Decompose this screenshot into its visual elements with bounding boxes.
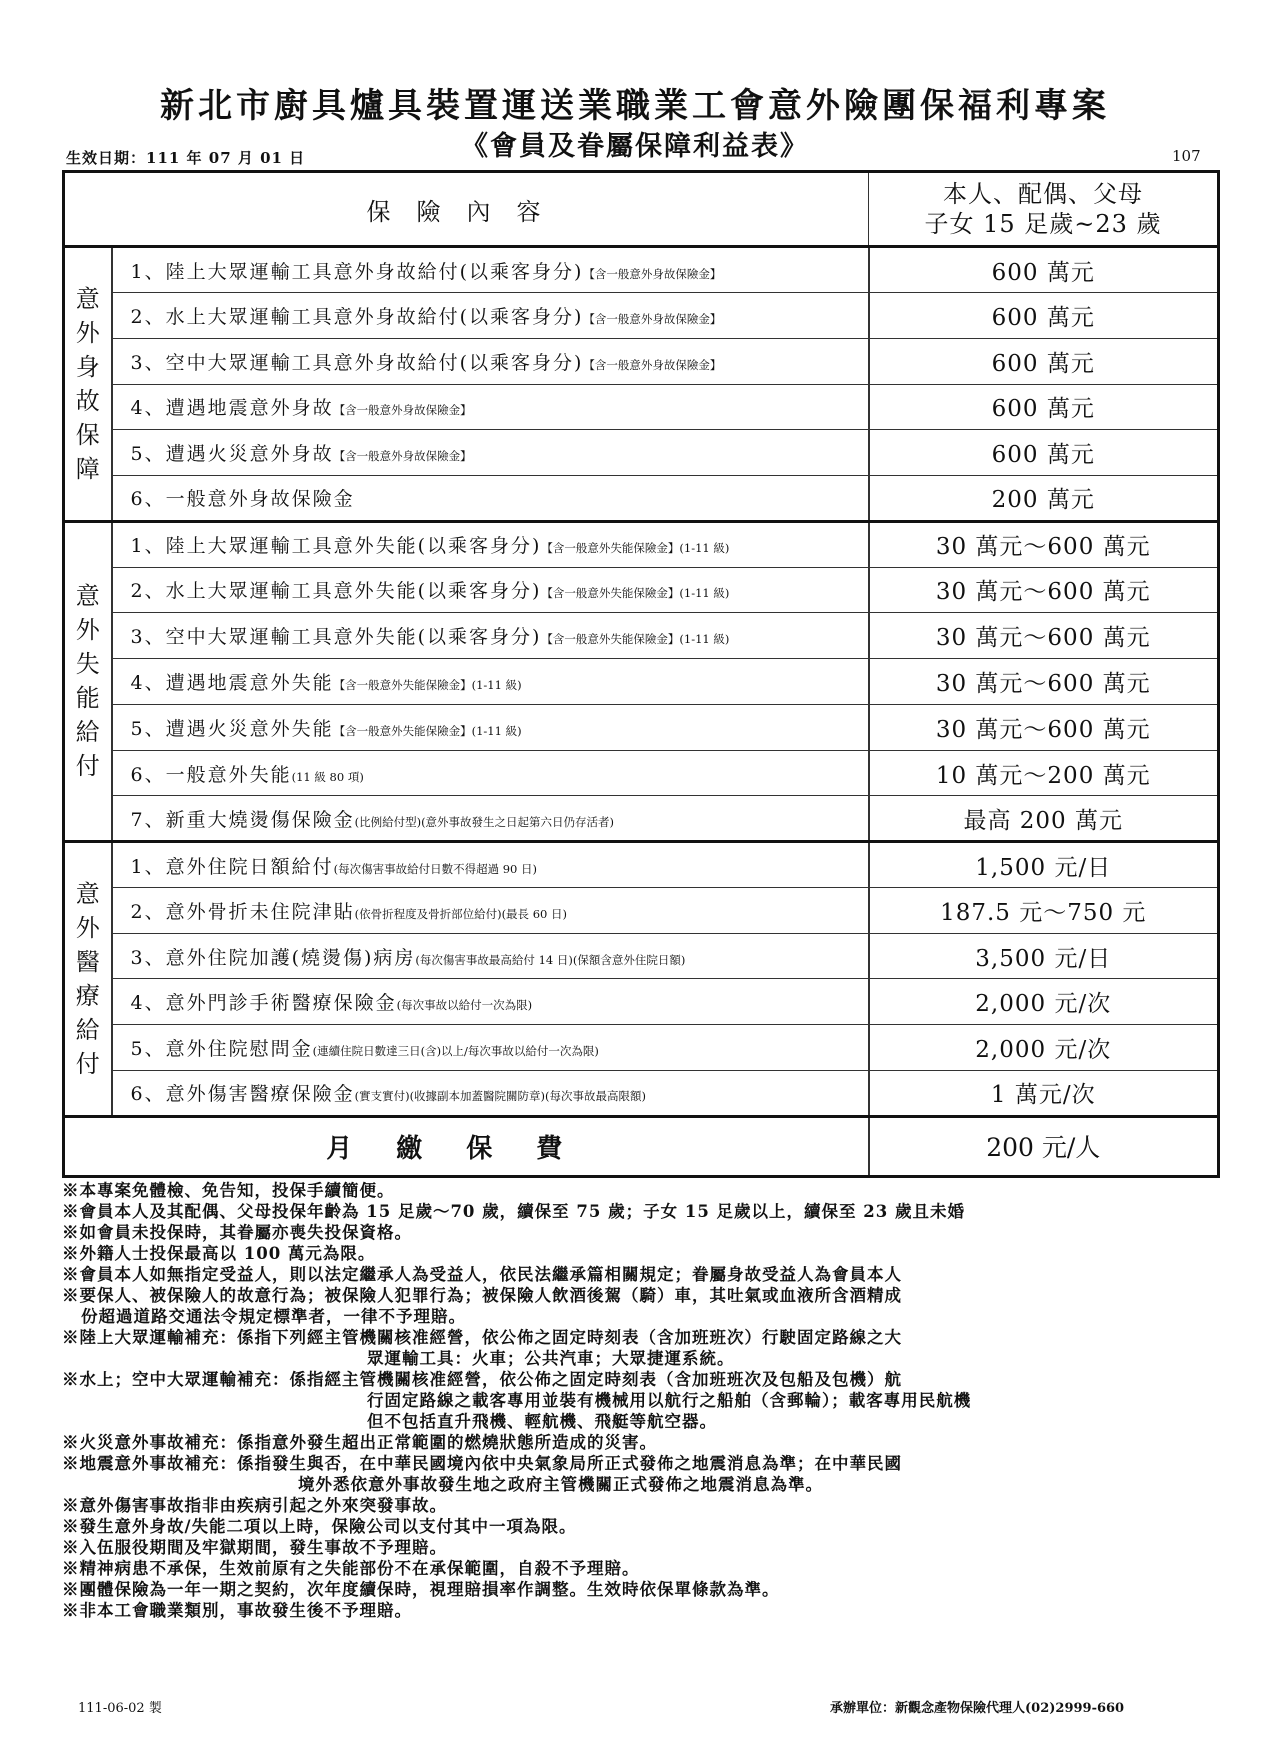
benefit-amount: 30 萬元～600 萬元 — [869, 613, 1219, 659]
document-title: 新北市廚具爐具裝置運送業職業工會意外險團保福利專案 — [160, 86, 1110, 126]
benefit-item — [112, 430, 869, 476]
benefit-item — [112, 247, 869, 293]
benefit-item-label: 2、意外骨折未住院津貼 — [130, 900, 355, 923]
section-label — [64, 521, 112, 841]
table-row — [64, 384, 1219, 430]
header-amount — [869, 172, 1219, 247]
benefit-item-note: 【含一般意外失能保險金】(1-11 級) — [333, 723, 522, 738]
note-line: ※會員本人如無指定受益人，則以法定繼承人為受益人，依民法繼承篇相關規定；眷屬身故受益人為會員本人 — [62, 1265, 902, 1284]
benefit-item-label: 6、意外傷害醫療保險金 — [130, 1083, 355, 1106]
benefit-item — [112, 933, 869, 979]
benefit-item-note: (每次傷害事故給付日數不得超過 90 日) — [333, 861, 538, 876]
benefit-amount: 600 萬元 — [869, 292, 1219, 338]
premium-row — [64, 1116, 1219, 1176]
benefit-item-note: (連續住院日數達三日(含)以上/每次事故以給付一次為限) — [312, 1044, 599, 1059]
benefit-item-label: 1、意外住院日額給付 — [130, 855, 334, 878]
benefit-amount: 30 萬元～600 萬元 — [869, 567, 1219, 613]
header-amount-line2: 子女 15 足歲~23 歲 — [924, 210, 1162, 239]
benefit-item-label: 5、意外住院慰問金 — [130, 1038, 313, 1061]
table-row — [64, 430, 1219, 476]
table-row — [64, 247, 1219, 293]
note-line: 眾運輸工具：火車；公共汽車；大眾捷運系統。 — [367, 1349, 735, 1368]
note-line: ※地震意外事故補充：係指發生與否，在中華民國境內依中央氣象局所正式發佈之地震消息為準；在中華民國 — [62, 1454, 902, 1473]
benefit-amount: 187.5 元～750 元 — [869, 887, 1219, 933]
table-header-row — [64, 172, 1219, 247]
note-line: ※會員本人及其配偶、父母投保年齡為 15 足歲～70 歲，續保至 75 歲；子女 15 足歲以上，續保至 23 歲且未婚 — [62, 1202, 966, 1221]
benefit-item — [112, 887, 869, 933]
benefit-item-note: (11 級 80 項) — [291, 769, 364, 784]
benefit-amount: 1 萬元/次 — [869, 1070, 1219, 1116]
note-line: ※外籍人士投保最高以 100 萬元為限。 — [62, 1244, 376, 1263]
table-row — [64, 796, 1219, 842]
section-label-text: 意外醫療給付 — [75, 879, 100, 1078]
footer-left: 111-06-02 製 — [78, 1701, 162, 1716]
table-row — [64, 704, 1219, 750]
benefit-item — [112, 1025, 869, 1071]
section-label-text: 意外身故保障 — [75, 285, 100, 483]
benefit-item — [112, 796, 869, 842]
benefit-amount: 1,500 元/日 — [869, 842, 1219, 888]
benefit-item — [112, 476, 869, 522]
note-line: ※本專案免體檢、免告知，投保手續簡便。 — [62, 1181, 395, 1200]
section-label — [64, 842, 112, 1117]
note-line: 但不包括直升飛機、輕航機、飛艇等航空器。 — [367, 1412, 717, 1431]
benefit-item — [112, 521, 869, 567]
benefit-item — [112, 842, 869, 888]
benefit-item-label: 3、空中大眾運輸工具意外身故給付(以乘客身分) — [130, 351, 584, 374]
benefit-item-note: (比例給付型)(意外事故發生之日起第六日仍存活者) — [354, 814, 615, 829]
section-label-text: 意外失能給付 — [75, 582, 100, 781]
benefit-item-note: 【含一般意外失能保險金】(1-11 級) — [541, 632, 730, 647]
benefit-item-label: 2、水上大眾運輸工具意外失能(以乘客身分) — [130, 580, 542, 603]
benefit-item — [112, 567, 869, 613]
table-row — [64, 292, 1219, 338]
table-row — [64, 750, 1219, 796]
notes-section — [62, 1180, 1222, 1621]
benefit-item-label: 3、空中大眾運輸工具意外失能(以乘客身分) — [130, 626, 542, 649]
page-number: 107 — [1172, 147, 1201, 165]
benefit-amount: 600 萬元 — [869, 247, 1219, 293]
benefit-item-label: 3、意外住院加護(燒燙傷)病房 — [130, 946, 416, 969]
benefit-item-note: 【含一般意外身故保險金】 — [333, 449, 472, 464]
table-row — [64, 887, 1219, 933]
benefit-item — [112, 338, 869, 384]
effective-date: 生效日期：111 年 07 月 01 日 — [66, 149, 306, 167]
benefit-item-note: 【含一般意外身故保險金】 — [583, 357, 722, 372]
benefit-amount: 30 萬元～600 萬元 — [869, 521, 1219, 567]
benefit-item-label: 5、遭遇火災意外失能 — [130, 717, 334, 740]
benefit-item-note: (實支實付)(收據副本加蓋醫院關防章)(每次事故最高限額) — [354, 1089, 647, 1104]
benefit-item — [112, 292, 869, 338]
benefit-item-note: 【含一般意外失能保險金】(1-11 級) — [541, 586, 730, 601]
document-subtitle: 《會員及眷屬保障利益表》 — [461, 131, 809, 162]
table-row — [64, 567, 1219, 613]
section-label — [64, 247, 112, 522]
note-line: 行固定路線之載客專用並裝有機械用以航行之船舶（含郵輪）；載客專用民航機 — [367, 1391, 972, 1410]
benefit-item-label: 1、陸上大眾運輸工具意外身故給付(以乘客身分) — [130, 260, 584, 283]
table-row — [64, 933, 1219, 979]
benefit-amount: 2,000 元/次 — [869, 979, 1219, 1025]
note-line: 境外悉依意外事故發生地之政府主管機關正式發佈之地震消息為準。 — [298, 1475, 823, 1494]
note-line: ※入伍服役期間及牢獄期間，發生事故不予理賠。 — [62, 1538, 447, 1557]
premium-label: 月繳保費 — [64, 1116, 869, 1176]
benefit-item-label: 2、水上大眾運輸工具意外身故給付(以乘客身分) — [130, 305, 584, 328]
table-row — [64, 979, 1219, 1025]
note-line: 份超過道路交通法令規定標準者，一律不予理賠。 — [81, 1307, 466, 1326]
benefit-item-note: 【含一般意外身故保險金】 — [333, 403, 472, 418]
benefit-amount: 200 萬元 — [869, 476, 1219, 522]
benefit-amount: 30 萬元～600 萬元 — [869, 659, 1219, 705]
benefit-table — [62, 170, 1220, 1178]
benefit-item — [112, 1070, 869, 1116]
benefit-item — [112, 659, 869, 705]
benefit-item-note: 【含一般意外失能保險金】(1-11 級) — [333, 677, 522, 692]
note-line: ※意外傷害事故指非由疾病引起之外來突發事故。 — [62, 1496, 447, 1515]
benefit-amount: 600 萬元 — [869, 430, 1219, 476]
benefit-item-note: (每次事故以給付一次為限) — [396, 998, 533, 1013]
benefit-amount: 最高 200 萬元 — [869, 796, 1219, 842]
benefit-amount: 30 萬元～600 萬元 — [869, 704, 1219, 750]
note-line: ※精神病患不承保，生效前原有之失能部份不在承保範圍，自殺不予理賠。 — [62, 1559, 640, 1578]
table-row — [64, 842, 1219, 888]
benefit-item-note: 【含一般意外身故保險金】 — [583, 266, 722, 281]
benefit-amount: 3,500 元/日 — [869, 933, 1219, 979]
note-line: ※要保人、被保險人的故意行為；被保險人犯罪行為；被保險人飲酒後駕（騎）車，其吐氣或血液所含酒精成 — [62, 1286, 902, 1305]
benefit-amount: 600 萬元 — [869, 384, 1219, 430]
benefit-item-label: 4、遭遇地震意外身故 — [130, 397, 334, 420]
benefit-amount: 600 萬元 — [869, 338, 1219, 384]
note-line: ※發生意外身故/失能二項以上時，保險公司以支付其中一項為限。 — [62, 1517, 577, 1536]
benefit-item-label: 6、一般意外身故保險金 — [130, 488, 355, 511]
table-row — [64, 613, 1219, 659]
premium-amount: 200 元/人 — [869, 1116, 1219, 1176]
benefit-item — [112, 704, 869, 750]
benefit-item-label: 6、一般意外失能 — [130, 763, 292, 786]
benefit-item-note: 【含一般意外身故保險金】 — [583, 311, 722, 326]
benefit-amount: 10 萬元～200 萬元 — [869, 750, 1219, 796]
benefit-item-label: 5、遭遇火災意外身故 — [130, 443, 334, 466]
header-amount-line1: 本人、配偶、父母 — [943, 180, 1143, 209]
benefit-item — [112, 384, 869, 430]
benefit-item-label: 4、遭遇地震意外失能 — [130, 671, 334, 694]
benefit-item-label: 1、陸上大眾運輸工具意外失能(以乘客身分) — [130, 535, 542, 558]
benefit-amount: 2,000 元/次 — [869, 1025, 1219, 1071]
header-content: 保險內容 — [64, 172, 869, 247]
note-line: ※非本工會職業類別，事故發生後不予理賠。 — [62, 1601, 412, 1620]
table-row — [64, 659, 1219, 705]
note-line: ※如會員未投保時，其眷屬亦喪失投保資格。 — [62, 1223, 412, 1242]
table-row — [64, 521, 1219, 567]
table-row — [64, 1070, 1219, 1116]
benefit-item — [112, 979, 869, 1025]
table-row — [64, 338, 1219, 384]
note-line: ※陸上大眾運輸補充：係指下列經主管機關核准經營，依公佈之固定時刻表（含加班班次）行駛固定路線之大 — [62, 1328, 902, 1347]
note-line: ※團體保險為一年一期之契約，次年度續保時，視理賠損率作調整。生效時依保單條款為準。 — [62, 1580, 780, 1599]
benefit-item-label: 7、新重大燒燙傷保險金 — [130, 808, 355, 831]
footer-right: 承辦單位：新觀念產物保險代理人(02)2999-660 — [830, 1701, 1125, 1716]
table-row — [64, 1025, 1219, 1071]
note-line: ※火災意外事故補充：係指意外發生超出正常範圍的燃燒狀態所造成的災害。 — [62, 1433, 657, 1452]
benefit-item — [112, 613, 869, 659]
benefit-item-note: (依骨折程度及骨折部位給付)(最長 60 日) — [354, 906, 567, 921]
table-row — [64, 476, 1219, 522]
benefit-item-label: 4、意外門診手術醫療保險金 — [130, 992, 397, 1015]
benefit-item — [112, 750, 869, 796]
benefit-item-note: (每次傷害事故最高給付 14 日)(保額含意外住院日額) — [415, 952, 686, 967]
note-line: ※水上；空中大眾運輸補充：係指經主管機關核准經營，依公佈之固定時刻表（含加班班次及包船及包機）航 — [62, 1370, 902, 1389]
benefit-item-note: 【含一般意外失能保險金】(1-11 級) — [541, 541, 730, 556]
